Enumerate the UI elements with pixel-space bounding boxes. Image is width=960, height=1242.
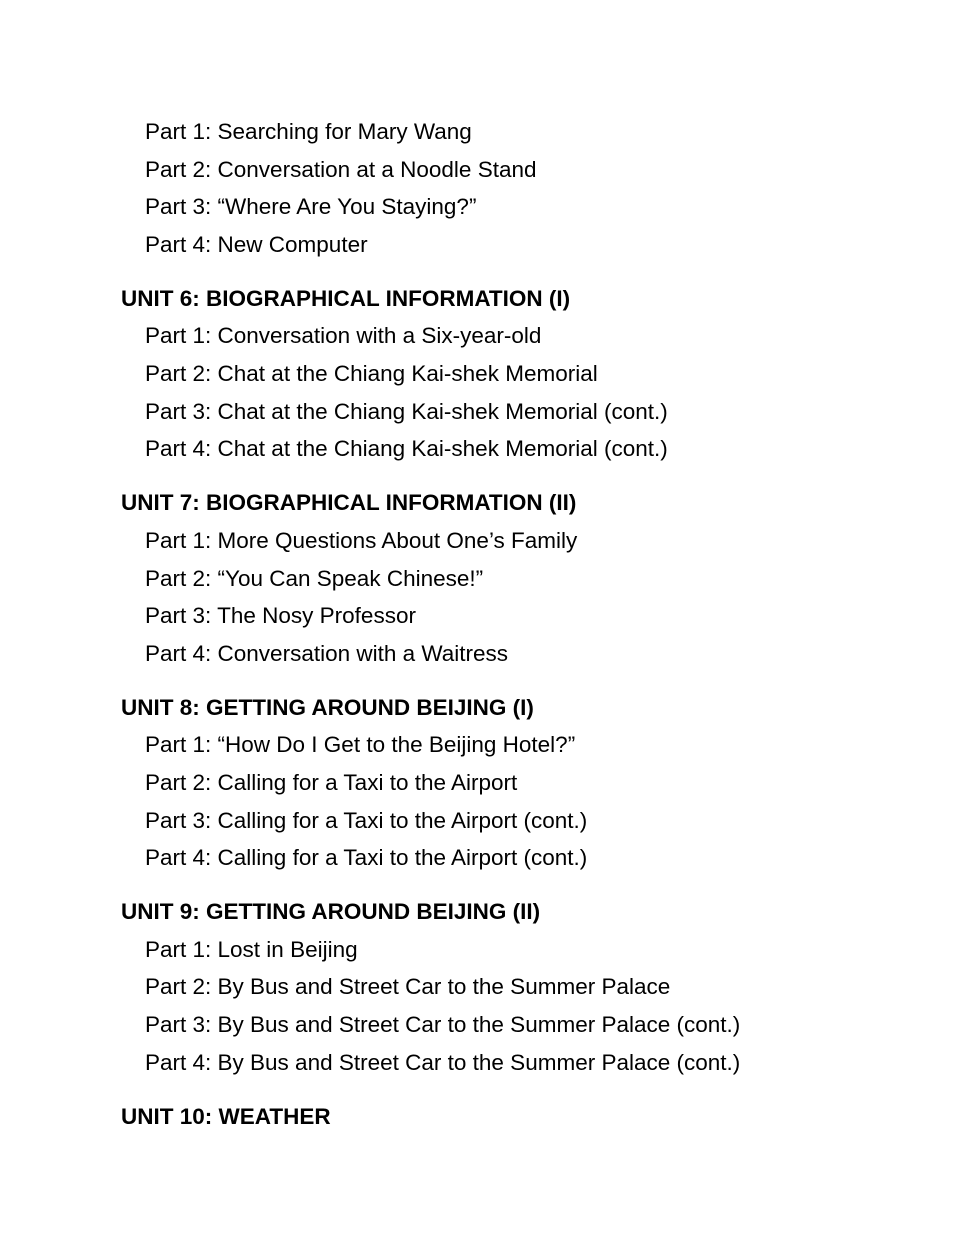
toc-part: Part 4: By Bus and Street Car to the Summer Palace (cont.) <box>145 1049 741 1075</box>
toc-unit-10 <box>121 1098 921 1136</box>
toc-part: Part 4: New Computer <box>145 231 368 257</box>
toc-part: Part 2: By Bus and Street Car to the Summer Palace <box>145 974 671 1000</box>
table-of-contents <box>121 113 921 1135</box>
toc-part: Part 2: Calling for a Taxi to the Airport <box>145 770 518 795</box>
toc-part: Part 2: Chat at the Chiang Kai-shek Memorial <box>145 361 598 387</box>
unit-title: UNIT 9: GETTING AROUND BEIJING (II) <box>121 899 541 925</box>
toc-part: Part 3: “Where Are You Staying?” <box>145 194 477 220</box>
continued-unit-parts <box>121 113 921 263</box>
unit-title: UNIT 8: GETTING AROUND BEIJING (I) <box>121 694 534 720</box>
toc-unit-7 <box>121 484 921 672</box>
toc-part: Part 2: Conversation at a Noodle Stand <box>145 156 537 182</box>
toc-part: Part 1: Lost in Beijing <box>145 936 358 962</box>
toc-part: Part 1: Conversation with a Six-year-old <box>145 323 542 349</box>
toc-part: Part 1: Searching for Mary Wang <box>145 119 472 144</box>
toc-part: Part 3: The Nosy Professor <box>145 603 416 629</box>
toc-unit-9 <box>121 893 921 1081</box>
toc-part: Part 3: Calling for a Taxi to the Airport (cont.) <box>145 807 588 833</box>
toc-unit-6 <box>121 280 921 468</box>
toc-part: Part 4: Calling for a Taxi to the Airport (cont.) <box>145 845 588 871</box>
unit-title: UNIT 7: BIOGRAPHICAL INFORMATION (II) <box>121 490 577 516</box>
toc-part: Part 1: More Questions About One’s Family <box>145 527 578 553</box>
toc-part: Part 3: By Bus and Street Car to the Summer Palace (cont.) <box>145 1012 741 1038</box>
toc-part: Part 4: Chat at the Chiang Kai-shek Memorial (cont.) <box>145 436 668 462</box>
unit-title: UNIT 6: BIOGRAPHICAL INFORMATION (I) <box>121 285 571 311</box>
toc-part: Part 1: “How Do I Get to the Beijing Hotel?” <box>145 732 576 758</box>
toc-part: Part 3: Chat at the Chiang Kai-shek Memorial (cont.) <box>145 398 668 424</box>
toc-unit-8 <box>121 689 921 877</box>
toc-part: Part 4: Conversation with a Waitress <box>145 640 509 666</box>
unit-title: UNIT 10: WEATHER <box>121 1103 331 1129</box>
toc-part: Part 2: “You Can Speak Chinese!” <box>145 565 484 591</box>
